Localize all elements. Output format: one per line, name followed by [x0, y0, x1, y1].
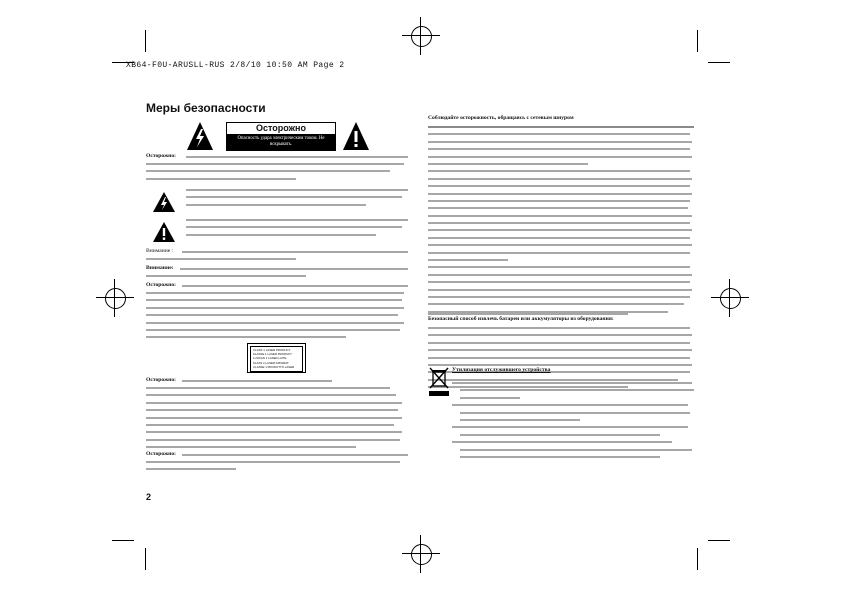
battery-heading: Безопасный способ извлечь батареи или аккумуляторы из оборудования: — [428, 316, 614, 322]
weee-list — [452, 382, 696, 463]
weee-heading: Утилизация отслужившего устройства — [452, 367, 551, 373]
caution-block — [186, 121, 372, 151]
attention-label: Внимание: — [146, 265, 174, 271]
laser-label-line: KLASS 1 LASER APPARAT — [253, 360, 289, 365]
text-lines — [146, 461, 408, 476]
page-number: 2 — [146, 492, 152, 502]
laser-label-line: LUOKAN 1 LASER LAITE — [253, 356, 287, 361]
caution-label: Осторожно: — [146, 451, 177, 457]
text-lines — [186, 189, 408, 211]
laser-label-line: CLASSE 1 PRODOTTO LASER — [253, 364, 295, 369]
crop-mark — [112, 540, 134, 541]
text-lines — [146, 163, 408, 185]
registration-mark — [96, 279, 134, 317]
text-lines — [146, 292, 408, 344]
laser-caution-label: Осторожно: — [146, 377, 177, 383]
crop-mark — [697, 548, 698, 570]
lightning-symbol-icon — [152, 191, 176, 213]
registration-mark — [402, 17, 440, 55]
crop-mark — [145, 30, 146, 52]
exclamation-symbol-icon — [152, 221, 176, 243]
laser-label-line: CLASS 1 LASER PRODUCT — [253, 348, 291, 352]
crop-mark — [145, 548, 146, 570]
text-lines — [146, 387, 408, 454]
attention-label: Внимание : — [146, 248, 174, 254]
warning-label: Осторожно: — [146, 153, 177, 159]
text-lines — [428, 126, 696, 318]
laser-class-label — [247, 343, 306, 373]
cord-heading: Соблюдайте осторожность, обращаясь с сетевым шнуром — [428, 115, 574, 121]
crop-mark — [697, 30, 698, 52]
crop-mark — [708, 62, 730, 63]
caution-label: Осторожно: — [146, 282, 177, 288]
crossed-bin-icon — [429, 367, 449, 397]
registration-mark — [402, 535, 440, 573]
registration-mark — [711, 279, 749, 317]
print-header: XB64-F0U-ARUSLL-RUS 2/8/10 10:50 AM Page 2 — [126, 61, 345, 70]
laser-label-line: KLASSE 1 LASER PRODUKT — [253, 352, 292, 357]
page-title: Меры безопасности — [146, 101, 266, 115]
caution-box-text: Опасность удара электрическим током. Не вскрывать. — [227, 135, 335, 150]
caution-title: Осторожно — [227, 123, 335, 135]
lightning-warning-icon — [186, 121, 214, 151]
text-lines — [146, 258, 408, 265]
crop-mark — [708, 540, 730, 541]
caution-box — [226, 122, 336, 151]
text-lines — [146, 275, 408, 282]
text-lines — [186, 219, 408, 241]
exclamation-warning-icon — [342, 121, 370, 151]
